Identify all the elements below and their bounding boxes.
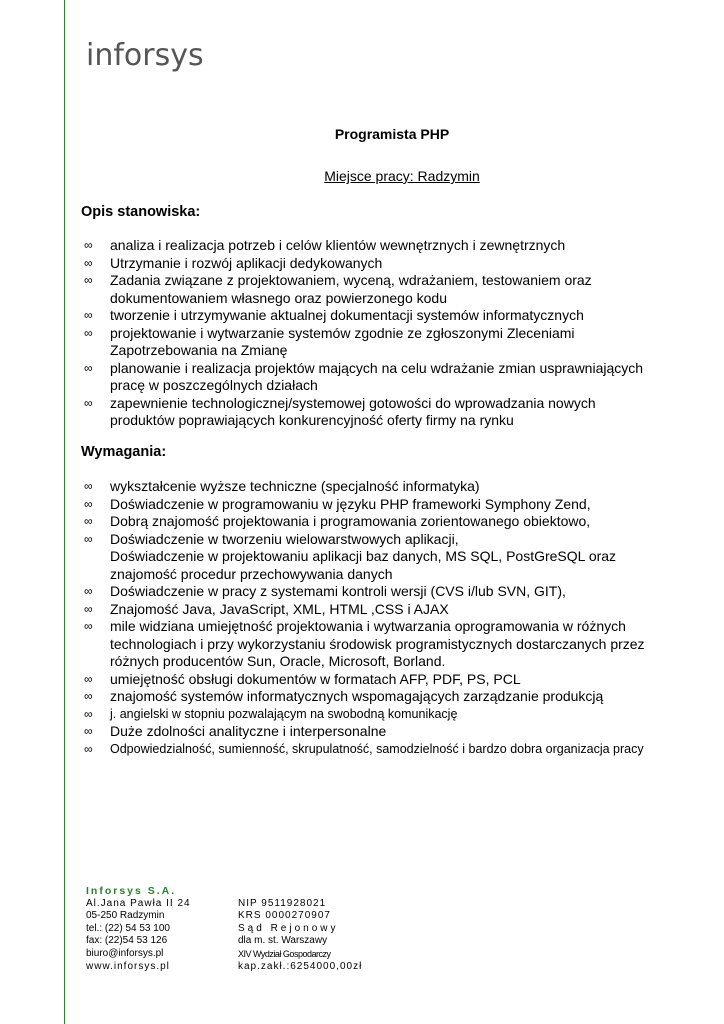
list-item: ∞ Doświadczenie w tworzeniu wielowarstwowych aplikacji, (84, 530, 459, 547)
bullet-icon: ∞ (84, 273, 93, 287)
list-item: ∞ umiejętność obsługi dokumentów w formatach AFP, PDF, PS, PCL (84, 670, 521, 687)
bullet-icon: ∞ (84, 601, 93, 616)
list-item: ∞ mile widziana umiejętność projektowania i wytwarzania oprogramowania w różnych technologiach i przy wykorzystaniu środowisk programistycznych dostarczanych przez różnych producentów Sun, Oracle, Microsoft, Borland. (84, 618, 645, 669)
bullet-icon: ∞ (84, 325, 93, 340)
bullet-icon: ∞ (84, 479, 93, 493)
footer-court-dept: XIV Wydział Gospodarczy (238, 948, 331, 959)
list-item: ∞ wykształcenie wyższe techniczne (specjalność informatyka) (84, 478, 480, 494)
requirements-list (84, 478, 664, 758)
company-logo (86, 38, 204, 73)
list-item: ∞ planowanie i realizacja projektów mających na celu wdrażanie zmian usprawniających pracę w poszczególnych działach (84, 359, 644, 393)
requirements-heading: Wymagania: (81, 444, 167, 460)
bullet-icon: ∞ (84, 255, 93, 270)
footer-krs: KRS 0000270907 (238, 910, 331, 922)
footer-court: Sąd Rejonowy (238, 922, 339, 934)
job-title: Programista PHP (334, 126, 450, 142)
margin-line (64, 0, 65, 1024)
bullet-icon: ∞ (84, 741, 93, 756)
list-item: ∞ Zadania związane z projektowaniem, wyceną, wdrażaniem, testowaniem oraz dokumentowaniem własnego oraz powierzonego kodu (84, 272, 592, 306)
bullet-icon: ∞ (84, 308, 93, 322)
list-item: ∞ tworzenie i utrzymywanie aktualnej dokumentacji systemów informatycznych (84, 307, 584, 323)
footer-nip: NIP 9511928021 (238, 897, 327, 909)
list-item: ∞ j. angielski w stopniu pozwalającym na swobodną komunikację (84, 706, 664, 724)
footer-city: 05-250 Radzymin (86, 910, 165, 922)
bullet-icon: ∞ (84, 360, 93, 375)
list-item: Doświadczenie w projektowaniu aplikacji baz danych, MS SQL, PostGreSQL oraz znajomość procedur przechowywania danych (110, 548, 617, 582)
footer-www[interactable]: www.inforsys.pl (86, 960, 170, 972)
list-item: ∞ Duże zdolności analityczne i interpersonalne (84, 723, 387, 739)
list-item: ∞ Znajomość Java, JavaScript, XML, HTML ,CSS i AJAX (84, 600, 449, 617)
footer-company: Inforsys S.A. (86, 885, 177, 897)
list-item: ∞ projektowanie i wytwarzanie systemów zgodnie ze zgłoszonymi Zleceniami Zapotrzebowania na Zmianę (84, 324, 575, 358)
footer-court-city: dla m. st. Warszawy (238, 935, 328, 947)
list-item: ∞ Utrzymanie i rozwój aplikacji dedykowanych (84, 254, 383, 271)
bullet-icon: ∞ (84, 689, 93, 703)
logo-text: inforsys (86, 38, 204, 73)
bullet-icon: ∞ (84, 496, 93, 511)
bullet-icon: ∞ (84, 531, 93, 546)
bullet-icon: ∞ (84, 395, 93, 410)
bullet-icon: ∞ (84, 706, 93, 721)
footer-tel: tel.: (22) 54 53 100 (86, 922, 170, 934)
bullet-icon: ∞ (84, 514, 93, 528)
list-item: ∞ analiza i realizacja potrzeb i celów klientów wewnętrznych i zewnętrznych (84, 237, 566, 253)
list-item: ∞ znajomość systemów informatycznych wspomagających zarządzanie produkcją (84, 688, 604, 704)
footer (86, 885, 362, 973)
bullet-icon: ∞ (84, 724, 93, 738)
description-heading: Opis stanowiska: (81, 204, 201, 220)
bullet-icon: ∞ (84, 238, 93, 252)
list-item: ∞ Doświadczenie w programowaniu w języku PHP frameworki Symphony Zend, (84, 495, 591, 512)
footer-capital: kap.zakł.:6254000,00zł (238, 960, 363, 972)
bullet-icon: ∞ (84, 619, 93, 633)
list-item: ∞ Doświadczenie w pracy z systemami kontroli wersji (CVS i/lub SVN, GIT), (84, 583, 566, 599)
footer-fax: fax: (22)54 53 126 (86, 935, 168, 947)
bullet-icon: ∞ (84, 671, 93, 686)
list-item: ∞ Odpowiedzialność, sumienność, skrupulatność, samodzielność i bardzo dobra organizacja pracy (84, 741, 664, 759)
footer-email[interactable]: biuro@inforsys.pl (86, 947, 164, 959)
list-item: ∞ Dobrą znajomość projektowania i programowania zorientowanego obiektowo, (84, 513, 591, 529)
footer-street: Al.Jana Pawła II 24 (86, 897, 191, 909)
bullet-icon: ∞ (84, 584, 93, 598)
job-location: Miejsce pracy: Radzymin (324, 168, 480, 184)
list-item: ∞ zapewnienie technologicznej/systemowej gotowości do wprowadzania nowych produktów poprawiających konkurencyjność oferty firmy na rynku (84, 394, 596, 428)
description-list (84, 237, 664, 430)
